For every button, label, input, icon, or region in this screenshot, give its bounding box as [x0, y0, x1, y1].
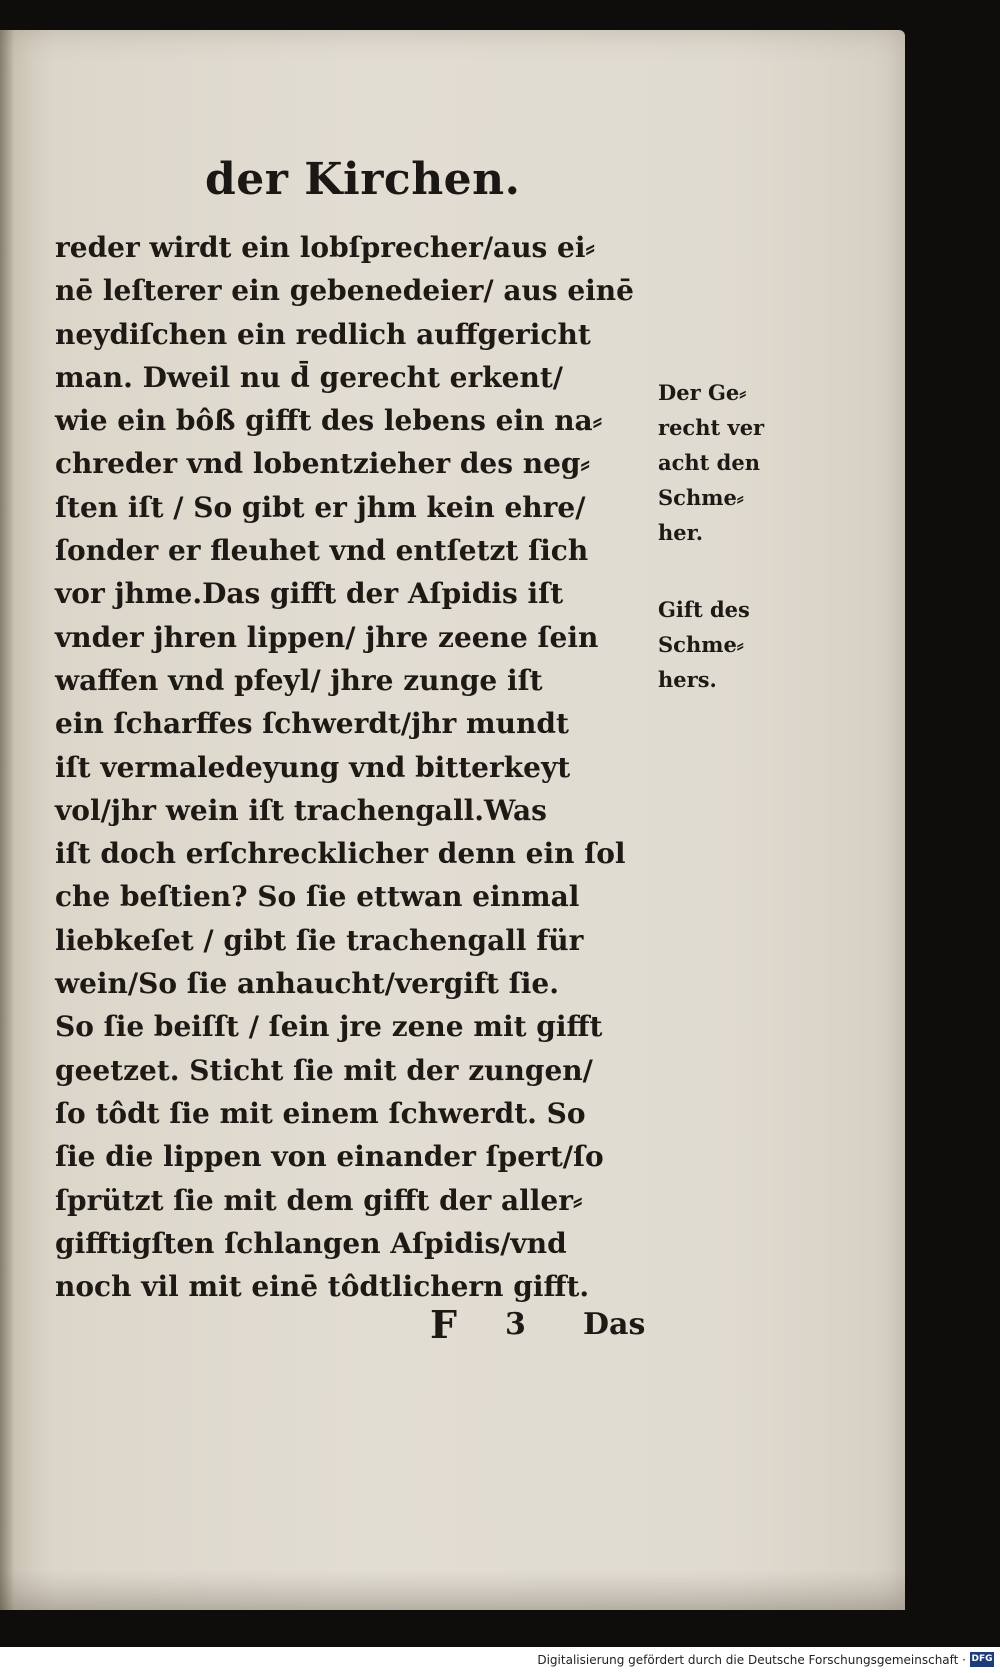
signature-mark: F	[430, 1302, 457, 1347]
text-line: che beſtien? So ſie ettwan einmal	[55, 880, 580, 914]
text-line: So ſie beiſſt / ſein jre zene mit gifft	[55, 1010, 603, 1044]
text-line: vnder jhren lippen/ jhre zeene ſein	[55, 620, 599, 654]
running-head: der Kirchen.	[205, 154, 521, 205]
text-line: ſie die lippen von einander ſpert/ſo	[55, 1140, 604, 1174]
text-line: ein ſcharffes ſchwerdt/jhr mundt	[55, 707, 569, 741]
margin-note-line: Schme⸗	[658, 485, 744, 510]
margin-note-line: recht ver	[658, 415, 765, 440]
catchword: Das	[583, 1307, 646, 1342]
book-page	[0, 30, 905, 1610]
text-line: ſprützt ſie mit dem gifft der aller⸗	[55, 1183, 583, 1217]
text-line: man. Dweil nu d̄ gerecht erkent/	[55, 360, 563, 394]
text-line: liebkeſet / gibt ſie trachengall für	[55, 923, 584, 957]
text-line: vor jhme.Das gifft der Aſpidis iſt	[55, 577, 564, 611]
margin-note	[658, 375, 764, 550]
dfg-logo-icon: DFG	[970, 1652, 994, 1667]
text-line: chreder vnd lobentzieher des neg⸗	[55, 447, 590, 481]
text-line: gifftigſten ſchlangen Aſpidis/vnd	[55, 1226, 567, 1260]
text-line: ſonder er fleuhet vnd entſetzt ſich	[55, 534, 589, 568]
signature-number: 3	[505, 1307, 526, 1342]
margin-note-line: her.	[658, 520, 704, 545]
page-gutter-shadow	[0, 30, 14, 1610]
text-line: iſt doch erſchrecklicher denn ein ſol	[55, 837, 626, 871]
text-line: reder wirdt ein lobſprecher/aus ei⸗	[55, 231, 595, 264]
text-line: ſten iſt / So gibt er jhm kein ehre/	[55, 490, 586, 524]
text-line: noch vil mit einē tôdtlichern gifft.	[55, 1270, 590, 1304]
text-line: geetzet. Sticht ſie mit der zungen/	[55, 1053, 593, 1087]
credit-bar	[0, 1647, 1000, 1673]
margin-note	[658, 592, 750, 697]
text-line: iſt vermaledeyung vnd bitterkeyt	[55, 750, 571, 784]
body-text	[55, 226, 670, 1308]
margin-note-line: Schme⸗	[658, 632, 744, 657]
text-line: wein/So ſie anhaucht/vergift ſie.	[55, 967, 559, 1001]
text-line: nē leſterer ein gebenedeier/ aus einē	[55, 274, 634, 308]
text-line: wie ein bôß gifft des lebens ein na⸗	[55, 404, 603, 438]
text-line: vol/jhr wein iſt trachengall.Was	[55, 793, 547, 827]
text-line: ſo tôdt ſie mit einem ſchwerdt. So	[55, 1096, 586, 1130]
text-line: neydiſchen ein redlich auffgericht	[55, 317, 591, 351]
margin-note-line: Der Ge⸗	[658, 380, 747, 405]
funding-credit: Digitalisierung gefördert durch die Deutsche Forschungsgemeinschaft ·	[537, 1653, 966, 1667]
margin-note-line: acht den	[658, 450, 760, 475]
margin-note-line: hers.	[658, 667, 717, 692]
margin-note-line: Gift des	[658, 597, 750, 622]
text-line: waffen vnd pfeyl/ jhre zunge iſt	[55, 663, 543, 697]
